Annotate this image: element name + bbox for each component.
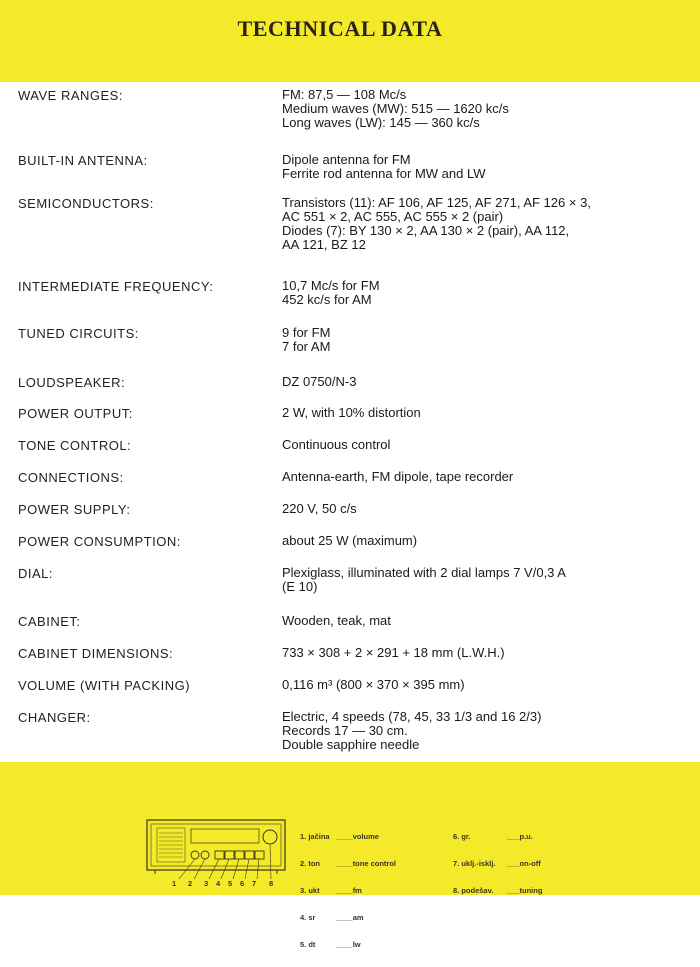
spec-label: CABINET DIMENSIONS: <box>18 646 174 661</box>
legend-item: 8. podešav. ___ tuning <box>453 886 543 895</box>
spec-value <box>282 196 695 252</box>
spec-value <box>282 566 695 594</box>
spec-value-line: 2 W, with 10% distortion <box>282 405 421 420</box>
spec-value <box>282 375 695 389</box>
legend-item: 5. dt ____ lw <box>300 940 361 949</box>
spec-value <box>282 88 695 130</box>
spec-value-line: Wooden, teak, mat <box>282 613 391 628</box>
callout-4: 4 <box>216 879 221 887</box>
spec-value-line: Diodes (7): BY 130 × 2, AA 130 × 2 (pair), AA 112, <box>282 223 570 238</box>
callout-2: 2 <box>188 879 193 887</box>
spec-value-line: AC 551 × 2, AC 555, AC 555 × 2 (pair) <box>282 209 504 224</box>
spec-label: TONE CONTROL: <box>18 438 132 453</box>
spec-value-line: Plexiglass, illuminated with 2 dial lamps 7 V/0,3 A <box>282 565 566 580</box>
spec-value-line: 7 for AM <box>282 339 331 354</box>
spec-value <box>282 153 695 181</box>
spec-label: DIAL: <box>18 566 54 581</box>
spec-value-line: AA 121, BZ 12 <box>282 237 366 252</box>
spec-label: LOUDSPEAKER: <box>18 375 126 390</box>
spec-value-line: 733 × 308 + 2 × 291 + 18 mm (L.W.H.) <box>282 645 505 660</box>
legend-item: 4. sr ____ am <box>300 913 364 922</box>
spec-value-line: Transistors (11): AF 106, AF 125, AF 271, AF 126 × 3, <box>282 195 591 210</box>
page-title: TECHNICAL DATA <box>237 16 443 41</box>
spec-label: CABINET: <box>18 614 81 629</box>
spec-value-line: about 25 W (maximum) <box>282 533 418 548</box>
callout-8: 8 <box>269 879 274 887</box>
spec-value-line: 9 for FM <box>282 325 331 340</box>
legend-right <box>453 814 542 913</box>
spec-value-line: (E 10) <box>282 579 318 594</box>
spec-label: CHANGER: <box>18 710 91 725</box>
spec-label: VOLUME (WITH PACKING) <box>18 678 191 693</box>
spec-value-line: 0,116 m³ (800 × 370 × 395 mm) <box>282 677 465 692</box>
spec-label: WAVE RANGES: <box>18 88 123 103</box>
legend-item: 6. gr. ___ p.u. <box>453 832 533 841</box>
legend-item: 1. jačina ____ volume <box>300 832 379 841</box>
callout-7: 7 <box>252 879 257 887</box>
spec-value <box>282 438 695 452</box>
spec-value <box>282 710 695 752</box>
spec-value <box>282 470 695 484</box>
spec-value-line: Dipole antenna for FM <box>282 152 411 167</box>
spec-value <box>282 614 695 628</box>
spec-value <box>282 279 695 307</box>
spec-value <box>282 646 695 660</box>
spec-value-line: Medium waves (MW): 515 — 1620 kc/s <box>282 101 509 116</box>
spec-label: POWER SUPPLY: <box>18 502 131 517</box>
spec-label: INTERMEDIATE FREQUENCY: <box>18 279 214 294</box>
spec-value-line: 220 V, 50 c/s <box>282 501 357 516</box>
spec-value <box>282 406 695 420</box>
spec-value-line: Antenna-earth, FM dipole, tape recorder <box>282 469 514 484</box>
spec-value <box>282 534 695 548</box>
legend-item: 7. uklj.-isklj. ___ on-off <box>453 859 541 868</box>
spec-value-line: FM: 87,5 — 108 Mc/s <box>282 87 407 102</box>
spec-value-line: DZ 0750/N-3 <box>282 374 357 389</box>
spec-value-line: Records 17 — 30 cm. <box>282 723 408 738</box>
legend-left <box>300 814 396 967</box>
radio-illustration <box>143 817 293 887</box>
spec-value <box>282 502 695 516</box>
spec-label: POWER CONSUMPTION: <box>18 534 181 549</box>
spec-label: SEMICONDUCTORS: <box>18 196 154 211</box>
legend-item: 3. ukt ____ fm <box>300 886 362 895</box>
spec-label: POWER OUTPUT: <box>18 406 133 421</box>
spec-value-line: Continuous control <box>282 437 391 452</box>
callout-3: 3 <box>204 879 209 887</box>
callout-6: 6 <box>240 879 245 887</box>
spec-value <box>282 326 695 354</box>
spec-value-line: 452 kc/s for AM <box>282 292 372 307</box>
spec-value <box>282 678 695 692</box>
spec-value-line: Ferrite rod antenna for MW and LW <box>282 166 486 181</box>
spec-label: BUILT-IN ANTENNA: <box>18 153 148 168</box>
spec-label: TUNED CIRCUITS: <box>18 326 139 341</box>
header-band <box>0 0 700 82</box>
callout-1: 1 <box>172 879 177 887</box>
spec-value-line: 10,7 Mc/s for FM <box>282 278 380 293</box>
callout-5: 5 <box>228 879 233 887</box>
spec-value-line: Long waves (LW): 145 — 360 kc/s <box>282 115 480 130</box>
spec-value-line: Electric, 4 speeds (78, 45, 33 1/3 and 16 2/3) <box>282 709 542 724</box>
legend-item: 2. ton ____ tone control <box>300 859 397 868</box>
footer-band <box>0 762 700 949</box>
spec-value-line: Double sapphire needle <box>282 737 420 752</box>
spec-label: CONNECTIONS: <box>18 470 124 485</box>
